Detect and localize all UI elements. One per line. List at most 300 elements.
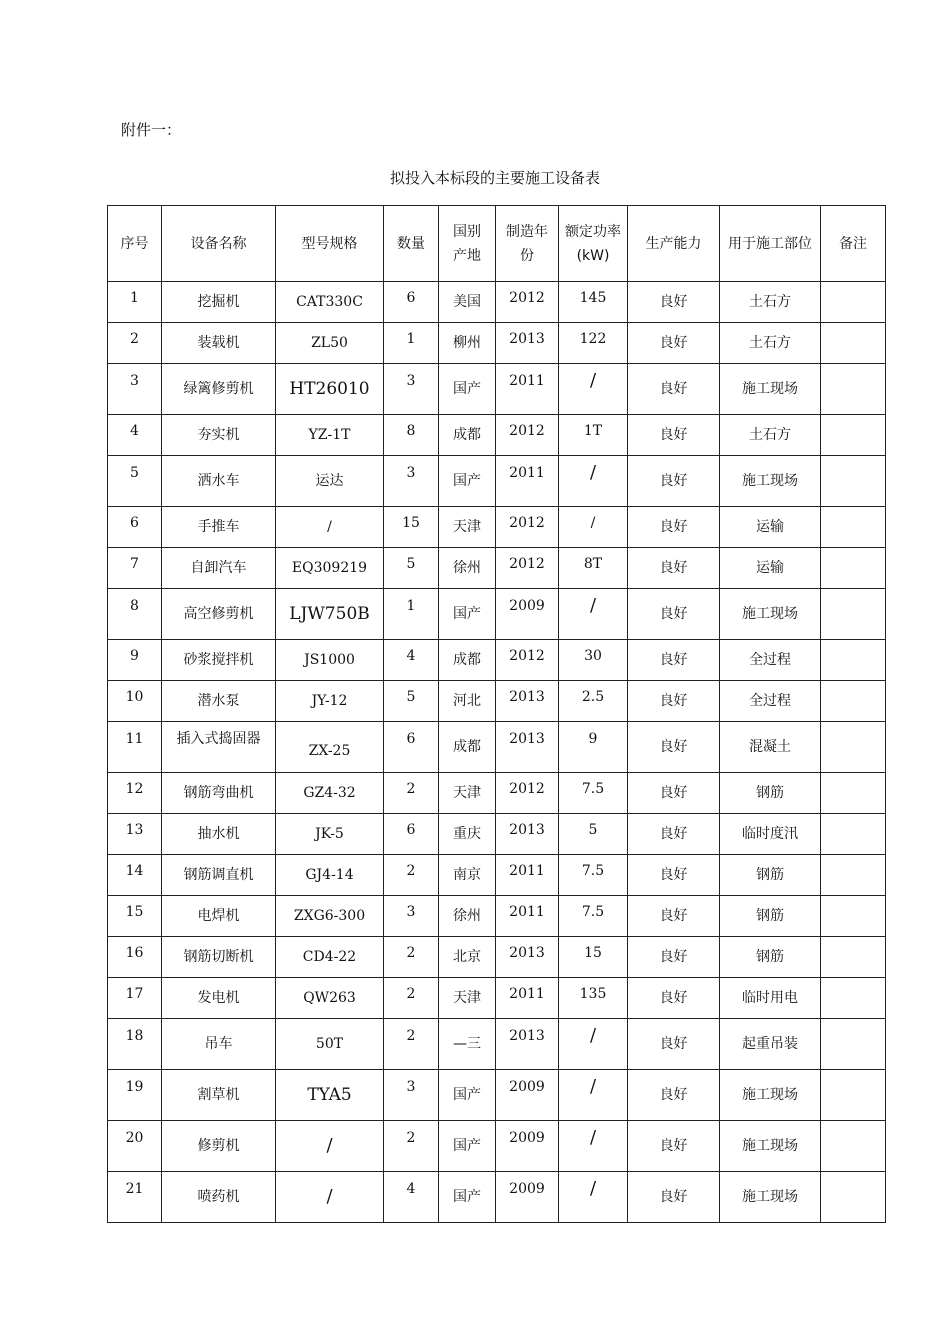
cell-usage [720,1019,821,1070]
cell-usage-text: 临时用电 [742,990,798,1006]
cell-qty-text: 1 [406,598,416,614]
cell-capacity [628,1019,720,1070]
cell-seq-text: 8 [130,598,139,614]
cell-year [496,548,559,589]
table-row [108,1070,886,1121]
cell-year [496,1172,559,1223]
cell-model [276,589,384,640]
cell-usage-text: 钢筋 [756,908,784,924]
cell-year [496,773,559,814]
cell-power-text: 122 [579,331,607,347]
cell-power [559,323,628,364]
cell-capacity [628,456,720,507]
cell-usage-text: 土石方 [749,335,791,351]
cell-power-text: 9 [588,731,598,747]
cell-usage [720,1121,821,1172]
cell-origin [439,937,496,978]
cell-model-text: / [326,1185,333,1207]
cell-origin-text: 国产 [453,1138,481,1154]
cell-model-text: ZXG6-300 [293,908,366,924]
cell-qty [384,456,439,507]
cell-qty-text: 8 [406,423,416,439]
cell-qty [384,1121,439,1172]
cell-year [496,978,559,1019]
cell-power [559,1172,628,1223]
cell-capacity-text: 良好 [659,1087,688,1103]
cell-capacity [628,814,720,855]
table-body [108,282,886,1223]
cell-qty-text: 4 [406,1181,416,1197]
cell-model [276,773,384,814]
cell-usage-text: 起重吊装 [742,1036,798,1052]
cell-seq [108,1019,162,1070]
cell-capacity-text: 良好 [659,1189,688,1205]
cell-capacity-text: 良好 [659,381,688,397]
cell-model-text: CD4-22 [302,949,357,965]
table-row [108,937,886,978]
cell-seq-text: 7 [130,556,139,572]
cell-name [162,814,276,855]
cell-origin [439,548,496,589]
cell-remark [821,896,886,937]
cell-capacity-text: 良好 [659,519,688,535]
cell-year [496,323,559,364]
cell-usage [720,548,821,589]
cell-name-text: 绿篱修剪机 [183,381,254,397]
table-row [108,978,886,1019]
table-row [108,681,886,722]
cell-year-text: 2012 [509,648,545,664]
cell-model-text: JK-5 [315,826,344,842]
table-row [108,589,886,640]
cell-power-text: / [589,369,597,391]
cell-model [276,1121,384,1172]
cell-name [162,640,276,681]
cell-name [162,978,276,1019]
cell-seq [108,1172,162,1223]
cell-remark [821,323,886,364]
cell-year-text: 2012 [509,423,545,439]
cell-qty [384,1070,439,1121]
cell-qty [384,1019,439,1070]
cell-usage-text: 施工现场 [742,1087,798,1103]
cell-origin-text: 天津 [453,785,481,801]
cell-capacity [628,589,720,640]
cell-year-text: 2009 [509,1181,545,1197]
cell-seq-text: 3 [130,373,139,389]
cell-model-text: YZ-1T [308,427,351,443]
cell-capacity [628,1070,720,1121]
cell-qty-text: 5 [406,689,416,705]
cell-name [162,364,276,415]
cell-year [496,855,559,896]
cell-seq [108,681,162,722]
cell-remark [821,364,886,415]
cell-seq-text: 14 [125,863,144,879]
cell-name [162,855,276,896]
table-row [108,773,886,814]
cell-name-text: 修剪机 [197,1138,240,1154]
cell-origin [439,722,496,773]
cell-origin [439,814,496,855]
cell-year [496,722,559,773]
cell-model [276,978,384,1019]
cell-remark [821,978,886,1019]
cell-capacity-text: 良好 [659,693,688,709]
cell-seq [108,507,162,548]
cell-capacity-text: 良好 [659,826,688,842]
cell-seq [108,896,162,937]
cell-power-text: / [590,515,596,531]
cell-model [276,323,384,364]
cell-qty [384,415,439,456]
cell-name-text: 吊车 [204,1036,233,1052]
cell-remark [821,640,886,681]
cell-name [162,456,276,507]
cell-usage [720,773,821,814]
table-row [108,507,886,548]
cell-seq [108,364,162,415]
cell-year-text: 2012 [509,556,545,572]
table-row [108,323,886,364]
cell-qty-text: 3 [406,904,416,920]
cell-qty [384,323,439,364]
cell-capacity-text: 良好 [659,335,688,351]
cell-model [276,1019,384,1070]
cell-capacity [628,364,720,415]
cell-power [559,640,628,681]
cell-seq-text: 19 [125,1079,144,1095]
cell-origin [439,978,496,1019]
cell-usage [720,937,821,978]
cell-qty [384,589,439,640]
cell-name [162,937,276,978]
cell-capacity [628,323,720,364]
cell-usage-text: 施工现场 [742,1138,798,1154]
cell-seq-text: 17 [125,986,144,1002]
cell-power [559,773,628,814]
cell-seq [108,640,162,681]
cell-usage [720,681,821,722]
cell-usage-text: 钢筋 [756,867,784,883]
cell-capacity-text: 良好 [659,908,688,924]
cell-power-text: / [589,461,597,483]
cell-power-text: / [589,1075,597,1097]
cell-origin [439,773,496,814]
cell-remark [821,722,886,773]
cell-power [559,896,628,937]
cell-qty [384,681,439,722]
cell-capacity [628,1121,720,1172]
cell-year [496,1070,559,1121]
cell-remark [821,937,886,978]
cell-year-text: 2011 [509,863,545,879]
cell-qty [384,773,439,814]
cell-power [559,722,628,773]
cell-usage [720,507,821,548]
cell-origin-text: 国产 [453,606,481,622]
cell-model [276,507,384,548]
cell-origin-text: 南京 [453,867,481,883]
cell-name-text: 手推车 [197,519,240,535]
cell-power-text: 7.5 [581,904,605,920]
cell-power [559,1121,628,1172]
cell-model [276,415,384,456]
cell-power [559,855,628,896]
cell-seq [108,1070,162,1121]
cell-seq-text: 2 [130,331,139,347]
cell-origin-text: 国产 [453,473,481,489]
table-row [108,1121,886,1172]
cell-power-text: 15 [584,945,602,961]
cell-name-text: 插入式捣固器 [176,731,261,747]
cell-model-text: / [326,1134,333,1156]
cell-power [559,1070,628,1121]
cell-seq-text: 13 [125,822,144,838]
cell-usage [720,640,821,681]
cell-qty-text: 6 [406,290,416,306]
cell-model [276,855,384,896]
cell-power [559,937,628,978]
cell-origin-text: 北京 [453,949,481,965]
cell-seq [108,978,162,1019]
cell-seq-text: 1 [130,290,139,306]
cell-capacity-text: 良好 [659,739,688,755]
cell-capacity-text: 良好 [659,785,688,801]
cell-qty-text: 3 [406,373,416,389]
cell-model [276,937,384,978]
cell-qty-text: 2 [406,1028,416,1044]
cell-year-text: 2009 [509,598,545,614]
cell-origin-text: 成都 [453,739,481,755]
cell-qty-text: 15 [402,515,420,531]
cell-capacity [628,548,720,589]
cell-model [276,1172,384,1223]
cell-model-text: ZL50 [311,335,348,351]
cell-power [559,978,628,1019]
cell-model [276,640,384,681]
cell-usage [720,415,821,456]
cell-year-text: 2013 [509,945,545,961]
cell-model-text: / [327,519,332,535]
cell-power-text: 30 [584,648,602,664]
cell-year [496,814,559,855]
table-row [108,364,886,415]
cell-name-text: 钢筋切断机 [183,949,254,965]
cell-capacity [628,1172,720,1223]
cell-usage-text: 钢筋 [756,785,784,801]
cell-name-text: 夯实机 [197,427,240,443]
cell-seq [108,773,162,814]
equipment-table [107,205,886,1223]
cell-name [162,1172,276,1223]
cell-origin-text: 徐州 [453,908,481,924]
cell-qty-text: 6 [406,731,416,747]
cell-qty [384,896,439,937]
cell-name [162,415,276,456]
cell-model [276,814,384,855]
cell-remark [821,814,886,855]
cell-model [276,681,384,722]
cell-qty [384,282,439,323]
cell-seq-text: 11 [125,731,144,747]
cell-usage [720,814,821,855]
cell-usage-text: 临时度汛 [742,826,798,842]
cell-capacity-text: 良好 [659,652,688,668]
cell-origin [439,507,496,548]
cell-capacity-text: 良好 [659,949,688,965]
cell-model-text: HT26010 [289,378,370,399]
header-seq: 序号 [108,206,162,282]
cell-year [496,640,559,681]
cell-power-text: / [589,1177,597,1199]
cell-seq-text: 20 [125,1130,144,1146]
header-year: 制造年份 [496,206,559,282]
cell-qty-text: 1 [406,331,416,347]
cell-qty-text: 2 [406,945,416,961]
cell-model-text: 运达 [315,473,344,489]
cell-name-text: 割草机 [197,1087,240,1103]
cell-seq-text: 12 [125,781,144,797]
cell-model [276,548,384,589]
cell-remark [821,589,886,640]
cell-usage-text: 运输 [756,519,784,535]
cell-origin [439,1070,496,1121]
cell-name-text: 钢筋弯曲机 [183,785,254,801]
table-row [108,282,886,323]
cell-power-text: 145 [579,290,607,306]
cell-year-text: 2013 [509,822,545,838]
cell-year [496,456,559,507]
cell-seq [108,855,162,896]
cell-origin [439,589,496,640]
cell-model [276,722,384,773]
cell-origin [439,1121,496,1172]
table-row [108,415,886,456]
cell-power-text: / [589,594,597,616]
cell-name [162,722,276,773]
cell-qty-text: 2 [406,781,416,797]
cell-origin-text: 国产 [453,1087,481,1103]
cell-model [276,896,384,937]
cell-qty [384,937,439,978]
cell-usage-text: 土石方 [749,294,791,310]
cell-qty [384,507,439,548]
cell-seq-text: 4 [130,423,139,439]
header-usage: 用于施工部位 [720,206,821,282]
cell-name-text: 发电机 [197,990,240,1006]
cell-year-text: 2013 [509,331,545,347]
cell-capacity-text: 良好 [659,473,688,489]
header-model: 型号规格 [276,206,384,282]
header-power: 额定功率(kW) [559,206,628,282]
cell-model [276,456,384,507]
cell-origin [439,1019,496,1070]
cell-capacity [628,896,720,937]
cell-model-text: JS1000 [304,652,355,668]
cell-model-text: TYA5 [307,1084,352,1105]
cell-seq [108,282,162,323]
cell-origin-text: 天津 [453,990,481,1006]
table-row [108,1019,886,1070]
cell-capacity [628,282,720,323]
cell-origin [439,1172,496,1223]
cell-name-text: 挖掘机 [197,294,240,310]
cell-qty-text: 5 [406,556,416,572]
cell-name [162,773,276,814]
cell-year [496,282,559,323]
cell-seq [108,323,162,364]
cell-capacity [628,773,720,814]
cell-seq-text: 9 [130,648,139,664]
cell-origin-text: 徐州 [453,560,481,576]
cell-qty-text: 6 [406,822,416,838]
cell-power-text: 8T [583,556,603,572]
cell-power [559,589,628,640]
cell-name [162,282,276,323]
cell-remark [821,507,886,548]
cell-name-text: 装载机 [197,335,240,351]
cell-capacity [628,681,720,722]
cell-usage [720,589,821,640]
cell-qty-text: 3 [406,1079,416,1095]
cell-seq [108,722,162,773]
cell-seq [108,415,162,456]
cell-power-text: 1T [583,423,603,439]
cell-origin-text: 成都 [453,427,481,443]
cell-power-text: / [589,1024,597,1046]
table-row [108,896,886,937]
cell-year [496,415,559,456]
cell-remark [821,1121,886,1172]
cell-model [276,364,384,415]
cell-origin [439,364,496,415]
cell-remark [821,681,886,722]
cell-qty [384,1172,439,1223]
cell-qty [384,548,439,589]
cell-year-text: 2013 [509,1028,545,1044]
cell-power [559,507,628,548]
cell-origin [439,855,496,896]
cell-usage-text: 钢筋 [756,949,784,965]
cell-model-text: CAT330C [296,294,363,310]
cell-origin-text: 成都 [453,652,481,668]
cell-power [559,364,628,415]
cell-name-text: 钢筋调直机 [183,867,254,883]
cell-model-text: JY-12 [311,693,348,709]
cell-capacity [628,415,720,456]
cell-capacity [628,855,720,896]
table-row [108,1172,886,1223]
cell-model-text: EQ309219 [291,560,368,576]
cell-power-text: / [589,1126,597,1148]
cell-usage-text: 施工现场 [742,606,798,622]
cell-origin-text: 柳州 [453,335,481,351]
cell-power-text: 5 [588,822,598,838]
cell-model [276,1070,384,1121]
cell-year [496,364,559,415]
cell-name-text: 高空修剪机 [183,606,254,622]
cell-model [276,282,384,323]
cell-qty [384,722,439,773]
cell-seq [108,589,162,640]
cell-name-text: 抽水机 [197,826,240,842]
cell-name [162,323,276,364]
cell-qty-text: 2 [406,986,416,1002]
cell-capacity-text: 良好 [659,867,688,883]
cell-usage-text: 土石方 [749,427,791,443]
cell-year [496,937,559,978]
